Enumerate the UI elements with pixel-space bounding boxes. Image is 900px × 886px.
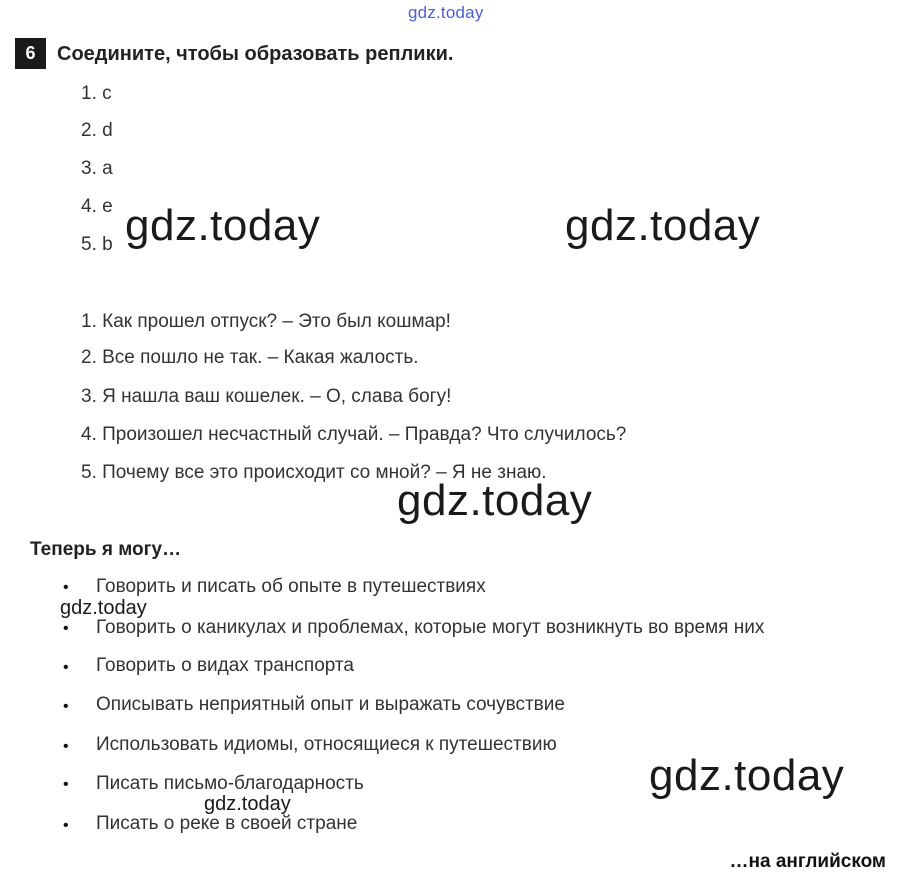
bullet-icon: • — [63, 659, 69, 676]
can-do-title: Теперь я могу… — [30, 539, 182, 560]
footer-text: …на английском — [729, 851, 886, 872]
can-do-item: Говорить о видах транспорта — [96, 655, 354, 676]
watermark-overlay: gdz.today — [649, 751, 845, 800]
bullet-icon: • — [63, 817, 69, 834]
can-do-item: Говорить и писать об опыте в путешествиях — [96, 576, 486, 597]
bullet-icon: • — [63, 698, 69, 715]
bullet-icon: • — [63, 776, 69, 793]
watermark-overlay: gdz.today — [125, 201, 321, 250]
answer-key-item: 3. a — [81, 158, 113, 179]
watermark-overlay: gdz.today — [204, 793, 291, 815]
exercise-title: Соедините, чтобы образовать реплики. — [57, 43, 454, 65]
bullet-icon: • — [63, 579, 69, 596]
bullet-icon: • — [63, 738, 69, 755]
can-do-item: Использовать идиомы, относящиеся к путешествию — [96, 734, 557, 755]
answer-key-item: 1. c — [81, 83, 112, 104]
phrase-line: 5. Почему все это происходит со мной? – Я не знаю. — [81, 462, 547, 483]
bullet-icon: • — [63, 620, 69, 637]
answer-key-item: 4. e — [81, 196, 113, 217]
phrase-line: 3. Я нашла ваш кошелек. – О, слава богу! — [81, 386, 452, 407]
phrase-line: 1. Как прошел отпуск? – Это был кошмар! — [81, 311, 451, 332]
can-do-item: Писать письмо-благодарность — [96, 773, 364, 794]
watermark-overlay: gdz.today — [565, 201, 761, 250]
can-do-item: Описывать неприятный опыт и выражать сочувствие — [96, 694, 565, 715]
can-do-item: Писать о реке в своей стране — [96, 813, 358, 834]
exercise-number-badge: 6 — [15, 38, 46, 69]
phrase-line: 4. Произошел несчастный случай. – Правда? Что случилось? — [81, 424, 627, 445]
watermark-overlay: gdz.today — [60, 597, 147, 619]
can-do-item: Говорить о каникулах и проблемах, которые могут возникнуть во время них — [96, 617, 765, 638]
answer-key-item: 5. b — [81, 234, 113, 255]
phrase-line: 2. Все пошло не так. – Какая жалость. — [81, 347, 419, 368]
answer-key-item: 2. d — [81, 120, 113, 141]
watermark-overlay: gdz.today — [397, 476, 593, 525]
watermark-top: gdz.today — [408, 3, 484, 22]
